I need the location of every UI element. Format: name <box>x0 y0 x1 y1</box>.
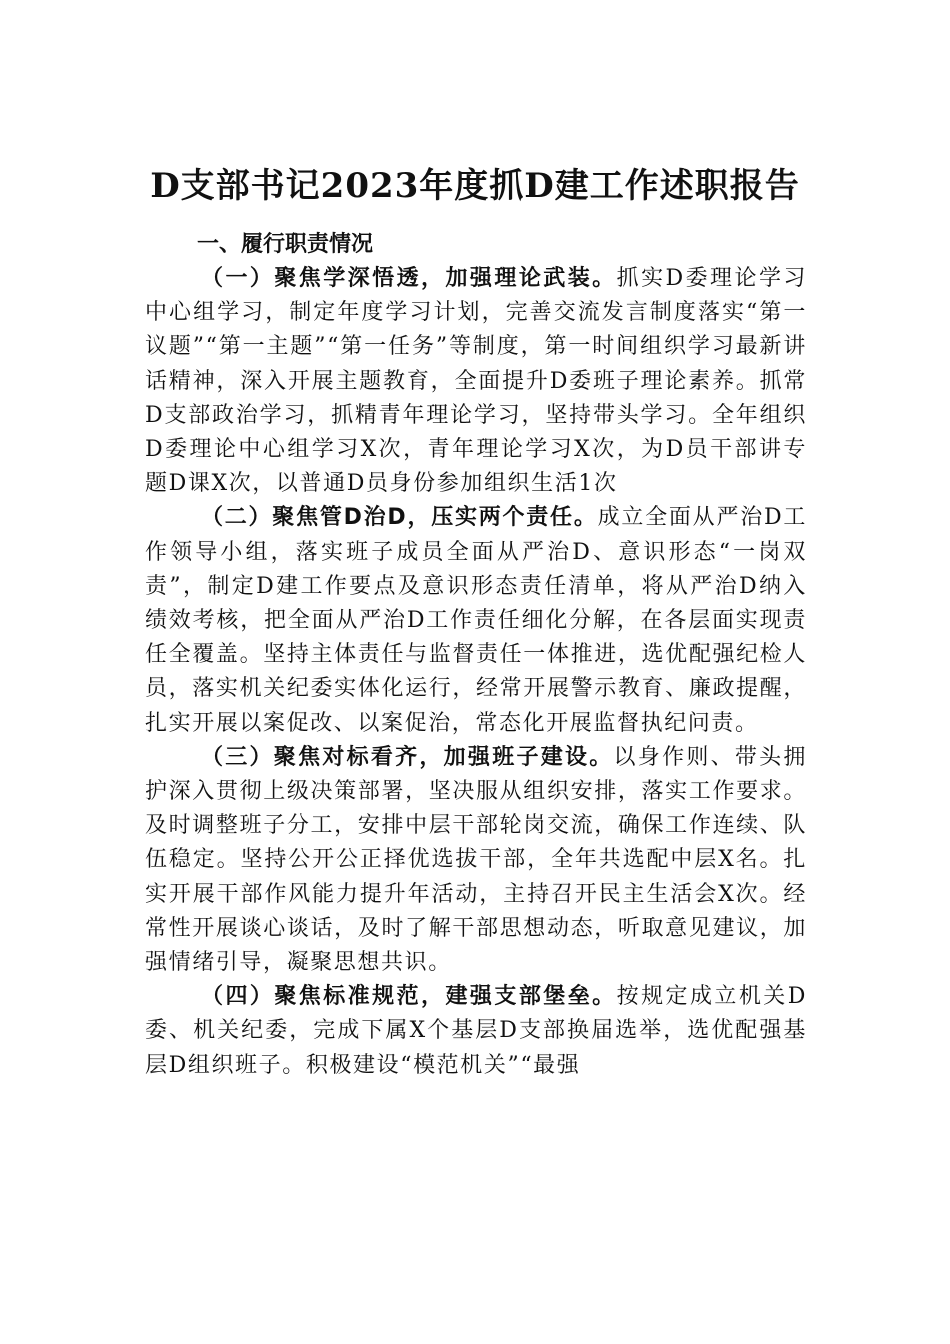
document-title: D支部书记2023年度抓D建工作述职报告 <box>150 166 800 206</box>
paragraph-3 <box>145 741 807 980</box>
paragraph-lead: （二）聚焦管D治D，压实两个责任。 <box>201 505 598 531</box>
paragraph-lead: （三）聚焦对标看齐，加强班子建设。 <box>201 744 614 770</box>
section-heading: 一、履行职责情况 <box>197 232 374 257</box>
paragraph-text: 按规定成立机关D委、机关纪委，完成下属X个基层D支部换届选举，选优配强基层D组织班子。积极建设“模范机关”“最强 <box>145 984 807 1078</box>
paragraph-2 <box>145 501 807 740</box>
paragraph-lead: （一）聚焦学深悟透，加强理论武装。 <box>201 266 617 291</box>
paragraph-4 <box>145 980 807 1083</box>
paragraph-lead: （四）聚焦标准规范，建强支部堡垒。 <box>201 984 617 1010</box>
paragraph-1 <box>145 262 807 501</box>
paragraph-text: 抓实D委理论学习中心组学习，制定年度学习计划，完善交流发言制度落实“第一议题”“第一主题”“第一任务”等制度，第一时间组织学习最新讲话精神，深入开展主题教育，全面提升D委班子理论素养。抓常D支部政治学习，抓精青年理论学习，坚持带头学习。全年组织D委理论中心组学习X次，青年理论学习X次，为D员干部讲专题D课X次，以普通D员身份参加组织生活1次 <box>145 266 807 497</box>
paragraph-text: 以身作则、带头拥护深入贯彻上级决策部署，坚决服从组织安排，落实工作要求。及时调整班子分工，安排中层干部轮岗交流，确保工作连续、队伍稳定。坚持公开公正择优选拔干部，全年共选配中层X名。扎实开展干部作风能力提升年活动，主持召开民主生活会X次。经常性开展谈心谈话，及时了解干部思想动态，听取意见建议，加强情绪引导，凝聚思想共识。 <box>145 744 807 976</box>
document-body <box>145 228 807 1083</box>
paragraph-text: 成立全面从严治D工作领导小组，落实班子成员全面从严治D、意识形态“一岗双责”，制定D建工作要点及意识形态责任清单，将从严治D纳入绩效考核，把全面从严治D工作责任细化分解，在各层面实现责任全覆盖。坚持主体责任与监督责任一体推进，选优配强纪检人员，落实机关纪委实体化运行，经常开展警示教育、廉政提醒，扎实开展以案促改、以案促治，常态化开展监督执纪问责。 <box>145 505 807 736</box>
